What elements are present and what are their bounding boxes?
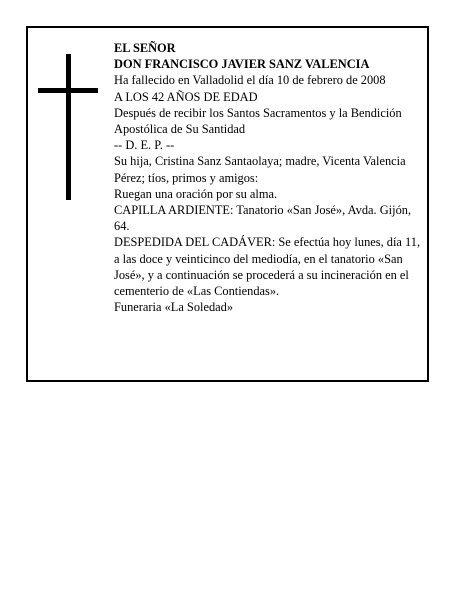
farewell-info: DESPEDIDA DEL CADÁVER: Se efectúa hoy lunes, día 11, a las doce y veinticinco del mediodía, en el tanatorio «San José», y a continuación se procederá a su incineración en el cementerio de «Las Contiendas». (114, 235, 421, 299)
notice-text (114, 40, 424, 315)
cross-vertical-bar (66, 54, 71, 200)
death-info: Ha fallecido en Valladolid el día 10 de febrero de 2008 (114, 73, 386, 88)
prayer-request: Ruegan una oración por su alma. (114, 186, 278, 201)
latin-cross-icon (38, 54, 98, 200)
sacraments-text: Después de recibir los Santos Sacramentos y la Bendición Apostólica de Su Santidad (114, 105, 402, 137)
deceased-name: DON FRANCISCO JAVIER SANZ VALENCIA (114, 57, 370, 72)
chapel-info: CAPILLA ARDIENTE: Tanatorio «San José», Avda. Gijón, 64. (114, 203, 412, 234)
dep-text: -- D. E. P. -- (114, 138, 175, 153)
cross-horizontal-bar (38, 88, 98, 93)
age-info: A LOS 42 AÑOS DE EDAD (114, 89, 258, 104)
family-text: Su hija, Cristina Sanz Santaolaya; madre, Vicenta Valencia Pérez; tíos, primos y amigos: (114, 154, 406, 185)
obituary-notice (26, 26, 429, 382)
header-title: EL SEÑOR (114, 41, 176, 55)
funeral-home: Funeraria «La Soledad» (114, 300, 234, 315)
